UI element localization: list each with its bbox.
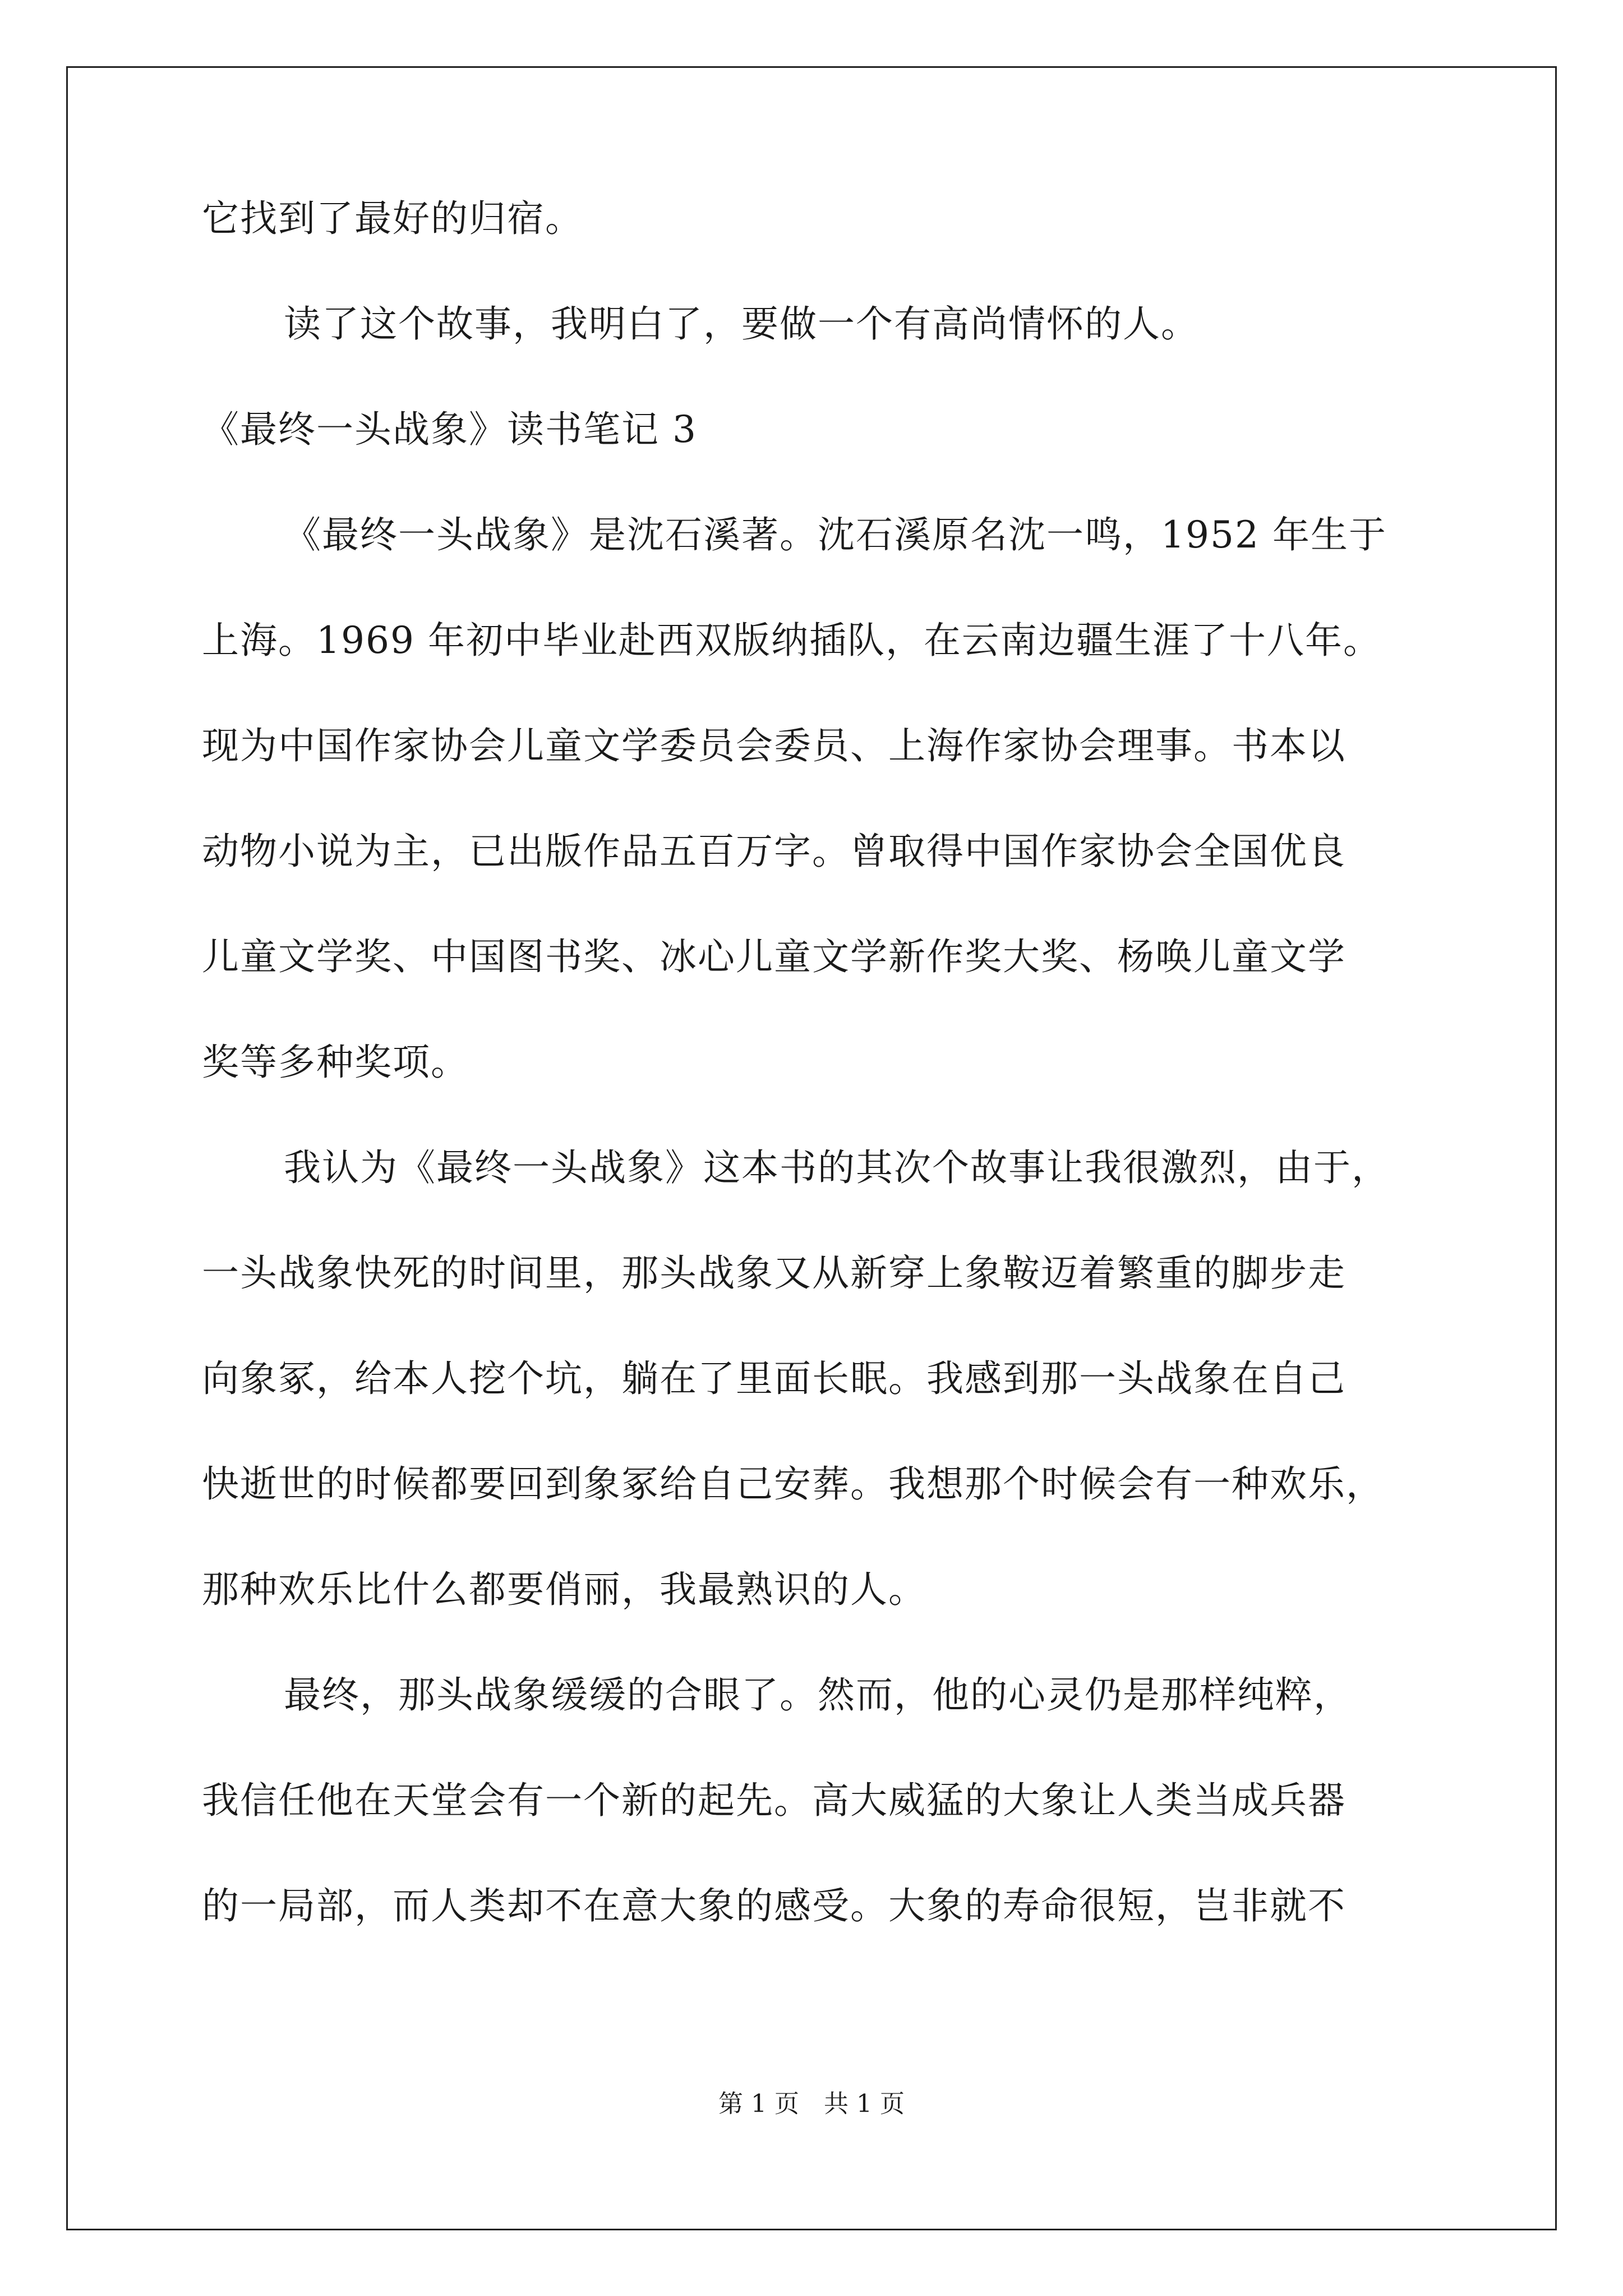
paragraph-line: 读了这个故事，我明白了，要做一个有高尚情怀的人。: [284, 302, 1199, 346]
text-line: 它找到了最好的归宿。: [202, 197, 583, 240]
text-line: 的一局部，而人类却不在意大象的感受。大象的寿命很短，岂非就不: [202, 1884, 1346, 1927]
text-line: 动物小说为主，已出版作品五百万字。曾取得中国作家协会全国优良: [202, 830, 1346, 873]
text-line: 一头战象快死的时间里，那头战象又从新穿上象鞍迈着繁重的脚步走: [202, 1251, 1346, 1295]
paragraph-line: 我认为《最终一头战象》这本书的其次个故事让我很激烈，由于，: [284, 1146, 1390, 1189]
page-footer: 第 1 页 共 1 页: [718, 2090, 905, 2118]
paragraph-line: 《最终一头战象》是沈石溪著。沈石溪原名沈一鸣，1952 年生于: [284, 513, 1387, 556]
section-heading: 《最终一头战象》读书笔记 3: [202, 408, 697, 451]
text-line: 那种欢乐比什么都要俏丽，我最熟识的人。: [202, 1568, 926, 1611]
text-line: 我信任他在天堂会有一个新的起先。高大威猛的大象让人类当成兵器: [202, 1779, 1346, 1822]
text-line: 向象冢，给本人挖个坑，躺在了里面长眠。我感到那一头战象在自己: [202, 1357, 1346, 1400]
text-line: 奖等多种奖项。: [202, 1041, 469, 1084]
text-line: 上海。1969 年初中毕业赴西双版纳插队，在云南边疆生涯了十八年。: [202, 619, 1381, 662]
text-line: 现为中国作家协会儿童文学委员会委员、上海作家协会理事。书本以: [202, 724, 1346, 767]
text-line: 儿童文学奖、中国图书奖、冰心儿童文学新作奖大奖、杨唤儿童文学: [202, 935, 1346, 978]
text-line: 快逝世的时候都要回到象冢给自己安葬。我想那个时候会有一种欢乐，: [202, 1462, 1384, 1506]
paragraph-line: 最终，那头战象缓缓的合眼了。然而，他的心灵仍是那样纯粹，: [284, 1673, 1352, 1717]
